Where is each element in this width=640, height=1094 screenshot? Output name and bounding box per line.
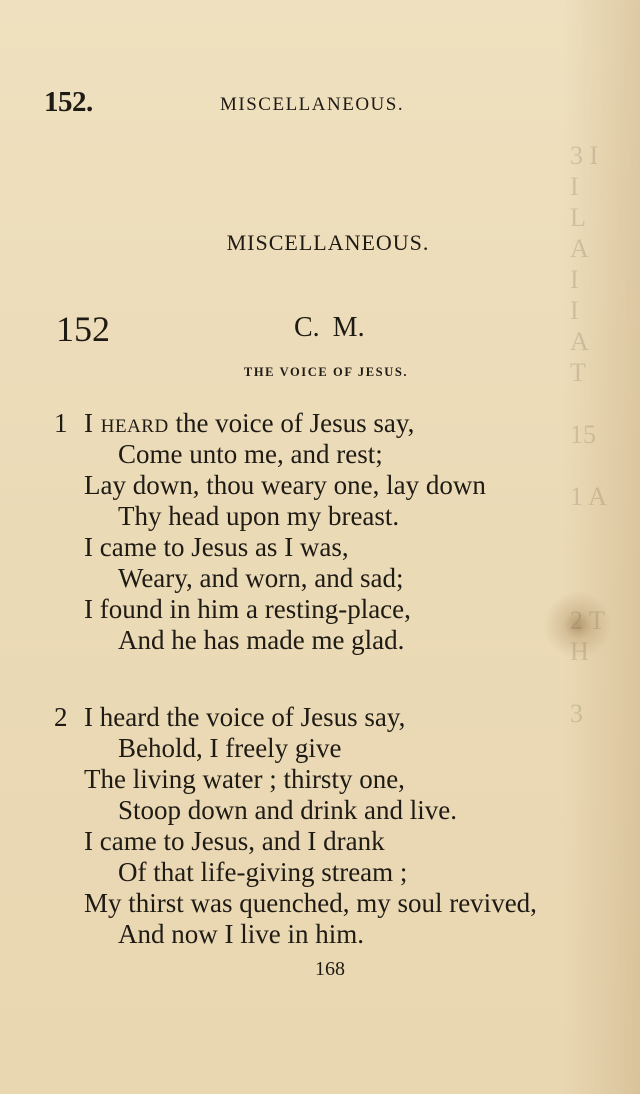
stanza-line — [54, 888, 634, 919]
stanza-line — [54, 826, 634, 857]
header-page-number: 152. — [44, 86, 93, 118]
hymn-meter: C. M. — [294, 312, 365, 343]
stanza-line-text: Lay down, thou weary one, lay down — [84, 470, 486, 500]
stanza-line — [54, 470, 634, 501]
running-header — [44, 86, 444, 116]
stanza-line-text: Come unto me, and rest; — [118, 439, 383, 469]
stanza-line-text: I came to Jesus, and I drank — [84, 826, 385, 856]
stanza-line — [54, 563, 634, 594]
stanza-1 — [54, 408, 634, 656]
stanza-line — [54, 795, 634, 826]
hymn-number: 152 — [56, 309, 110, 349]
stanza-line — [54, 764, 634, 795]
stanza-line — [54, 501, 634, 532]
stanza-number: 2 — [54, 702, 68, 732]
stanza-line — [54, 408, 634, 439]
stanza-line-text: Behold, I freely give — [118, 733, 342, 763]
stanza-line-text: Thy head upon my breast. — [118, 501, 400, 531]
stanza-line — [54, 594, 634, 625]
stanza-line-text: Weary, and worn, and sad; — [118, 563, 404, 593]
stanza-line-text: Stoop down and drink and live. — [118, 795, 457, 825]
reverse-page-bleed-through: 3 I I L A I I A T 15 1 A 2 T H 3 — [570, 141, 607, 728]
stanza-line-text: And he has made me glad. — [118, 625, 405, 655]
stanza-line — [54, 532, 634, 563]
stanza-line — [54, 702, 634, 733]
stanza-2 — [54, 702, 634, 950]
stanza-line-text: My thirst was quenched, my soul revived, — [84, 888, 537, 918]
stanza-line-text: Of that life-giving stream ; — [118, 857, 408, 887]
header-running-title: MISCELLANEOUS. — [220, 94, 405, 115]
stanza-line — [54, 625, 634, 656]
stanza-line-text: I came to Jesus as I was, — [84, 532, 349, 562]
stanza-line-text — [84, 408, 414, 439]
stanza-line — [54, 439, 634, 470]
page-number: 168 — [315, 958, 345, 980]
stanza-line-text: And now I live in him. — [118, 919, 364, 949]
stanza-line-text: The living water ; thirsty one, — [84, 764, 405, 794]
stanza-number: 1 — [54, 408, 68, 438]
hymn-title: THE VOICE OF JESUS. — [243, 365, 409, 379]
first-line-rest: the voice of Jesus say, — [168, 408, 415, 438]
stanza-line-text: I found in him a resting-place, — [84, 594, 411, 624]
section-title: MISCELLANEOUS. — [226, 230, 430, 255]
stanza-line — [54, 857, 634, 888]
stanza-line — [54, 733, 634, 764]
stanza-line-text: I heard the voice of Jesus say, — [84, 702, 406, 732]
first-words-smallcaps: I heard — [84, 408, 169, 438]
stanza-line — [54, 919, 634, 950]
